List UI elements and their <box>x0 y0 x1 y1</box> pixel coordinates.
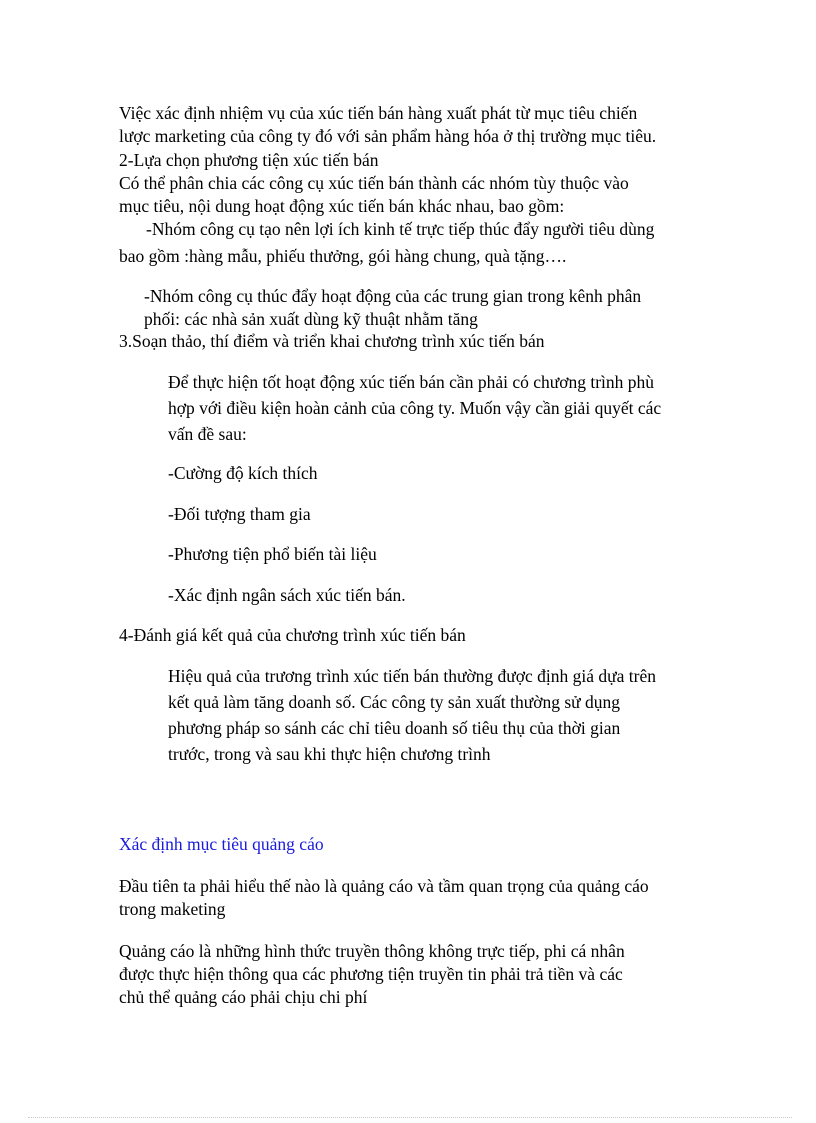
section3-paragraph-line-1: Để thực hiện tốt hoạt động xúc tiến bán cần phải có chương trình phù <box>168 372 655 392</box>
ads-paragraph-1-line-2: trong maketing <box>119 899 226 919</box>
ads-paragraph-1-line-1: Đầu tiên ta phải hiểu thế nào là quảng cáo và tầm quan trọng của quảng cáo <box>119 876 649 896</box>
section4-heading: 4-Đánh giá kết quả của chương trình xúc tiến bán <box>119 625 466 645</box>
section4-paragraph-line-3: phương pháp so sánh các chỉ tiêu doanh số tiêu thụ của thời gian <box>168 718 621 738</box>
section3-paragraph-line-2: hợp với điều kiện hoàn cảnh của công ty. Muốn vậy cần giải quyết các <box>168 398 662 418</box>
section4-paragraph-line-1: Hiệu quả của trương trình xúc tiến bán thường được định giá dựa trên <box>168 666 657 686</box>
section2-heading: 2-Lựa chọn phương tiện xúc tiến bán <box>119 150 379 170</box>
intro-line-2: lược marketing của công ty đó với sản phẩm hàng hóa ở thị trường mục tiêu. <box>119 126 657 146</box>
section2-paragraph-line-2: mục tiêu, nội dung hoạt động xúc tiến bán khác nhau, bao gồm: <box>119 196 565 216</box>
section4-paragraph-line-2: kết quả làm tăng doanh số. Các công ty sản xuất thường sử dụng <box>168 692 621 712</box>
ads-paragraph-2-line-2: được thực hiện thông qua các phương tiện truyền tin phải trả tiền và các <box>119 964 623 984</box>
section3-item-3: -Phương tiện phổ biến tài liệu <box>168 544 377 564</box>
section3-heading: 3.Soạn thảo, thí điểm và triển khai chương trình xúc tiến bán <box>119 331 545 351</box>
group2-line-2: phối: các nhà sản xuất dùng kỹ thuật nhằm tăng <box>144 309 478 329</box>
intro-line-1: Việc xác định nhiệm vụ của xúc tiến bán hàng xuất phát từ mục tiêu chiến <box>119 103 638 123</box>
ads-heading: Xác định mục tiêu quảng cáo <box>119 834 324 854</box>
ads-paragraph-2-line-3: chủ thể quảng cáo phải chịu chi phí <box>119 987 368 1007</box>
ads-paragraph-2-line-1: Quảng cáo là những hình thức truyền thông không trực tiếp, phi cá nhân <box>119 941 625 961</box>
page-bottom-rule <box>28 1117 792 1118</box>
section2-paragraph-line-1: Có thể phân chia các công cụ xúc tiến bán thành các nhóm tùy thuộc vào <box>119 173 629 193</box>
section3-paragraph-line-3: vấn đề sau: <box>168 424 247 444</box>
group1-line-1: -Nhóm công cụ tạo nên lợi ích kinh tế trực tiếp thúc đẩy người tiêu dùng <box>146 219 655 239</box>
section3-item-4: -Xác định ngân sách xúc tiến bán. <box>168 585 406 605</box>
group2-line-1: -Nhóm công cụ thúc đẩy hoạt động của các trung gian trong kênh phân <box>144 286 642 306</box>
section3-item-2: -Đối tượng tham gia <box>168 504 311 524</box>
section3-item-1: -Cường độ kích thích <box>168 463 318 483</box>
group1-line-2: bao gồm :hàng mẫu, phiếu thưởng, gói hàng chung, quà tặng…. <box>119 246 567 266</box>
section4-paragraph-line-4: trước, trong và sau khi thực hiện chương trình <box>168 744 491 764</box>
